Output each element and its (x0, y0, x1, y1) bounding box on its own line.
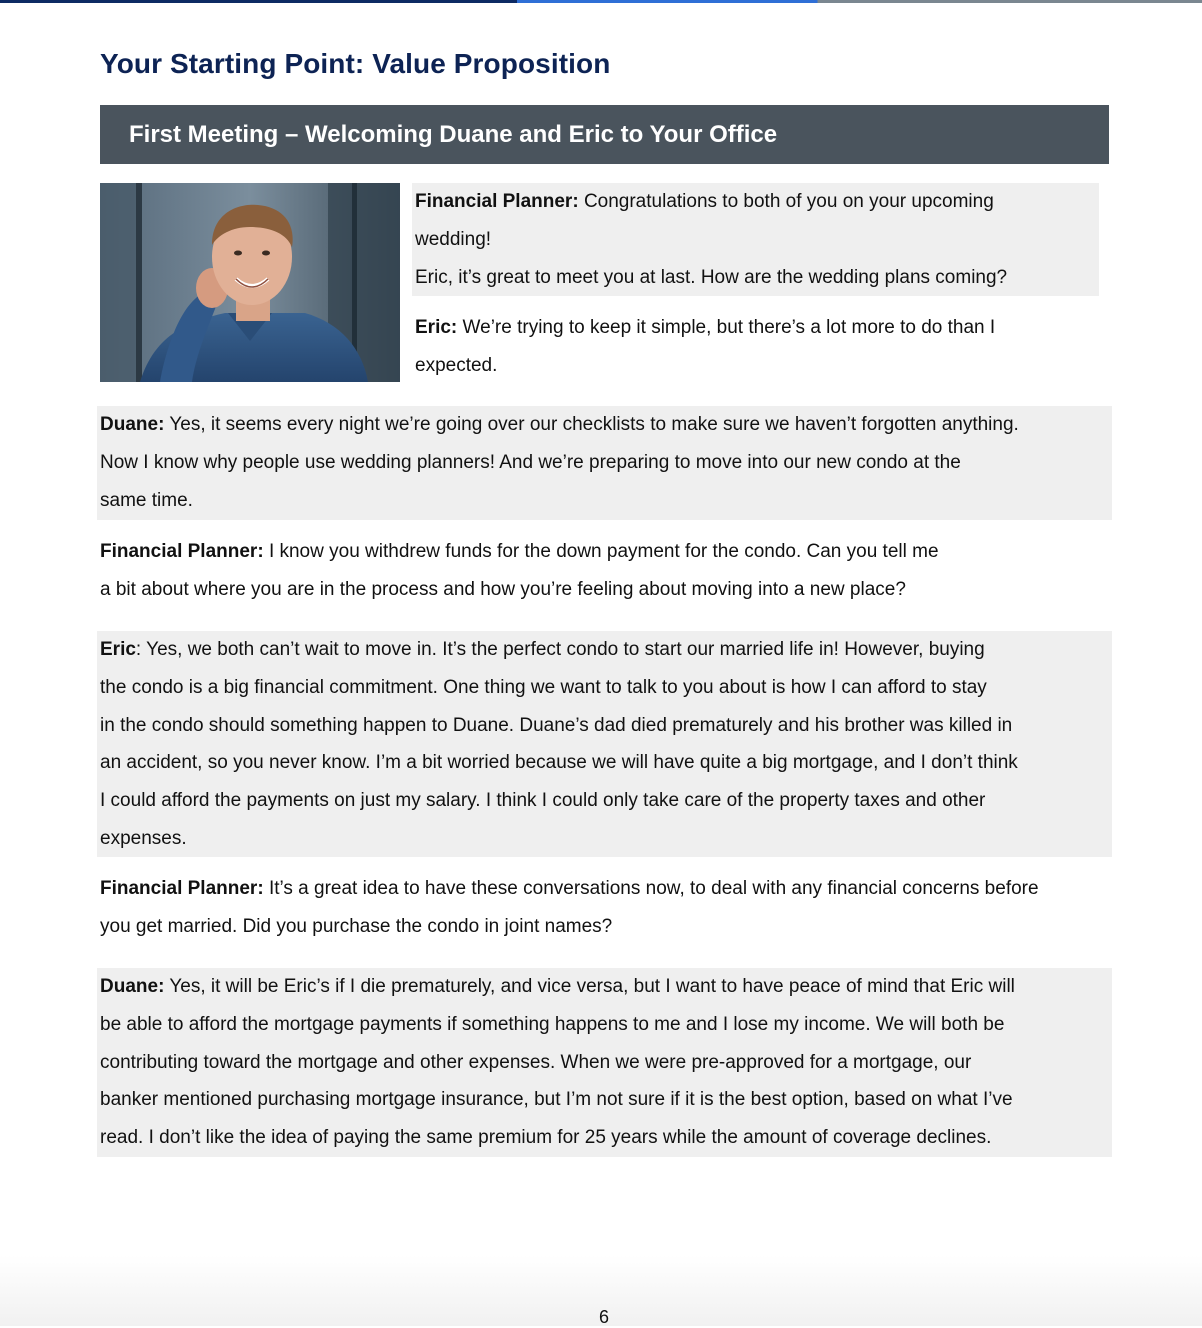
dialogue-line: We’re trying to keep it simple, but there’s a lot more to do than I (462, 317, 996, 338)
section-heading: First Meeting – Welcoming Duane and Eric to Your Office (129, 120, 778, 148)
dialogue-line: Yes, it will be Eric’s if I die prematurely, and vice versa, but I want to have peace of mind that Eric will (169, 976, 1015, 997)
portrait-photo (100, 183, 400, 382)
dialogue-line: wedding! (415, 228, 492, 250)
dialogue-line: expenses. (100, 827, 187, 849)
dialogue-planner-3 (97, 870, 1112, 946)
speaker-label: Financial Planner: (415, 191, 579, 212)
dialogue-planner-2 (97, 533, 1112, 609)
page-number: 6 (598, 1307, 609, 1327)
dialogue-eric-1 (412, 309, 1099, 385)
dialogue-line: a bit about where you are in the process and how you’re feeling about moving into a new place? (100, 578, 906, 600)
dialogue-line: expected. (415, 354, 498, 376)
dialogue-line: be able to afford the mortgage payments if something happens to me and I lose my income. We will both be (100, 1013, 1005, 1035)
dialogue-line: I know you withdrew funds for the down payment for the condo. Can you tell me (268, 541, 939, 562)
speaker-label: Duane: (100, 976, 165, 997)
speaker-label: Eric (100, 639, 136, 660)
dialogue-line: in the condo should something happen to Duane. Duane’s dad died prematurely and his brother was killed in (100, 714, 1013, 736)
dialogue-duane-2 (97, 968, 1112, 1157)
dialogue-planner-1 (412, 183, 1099, 296)
dialogue-line: Now I know why people use wedding planners! And we’re preparing to move into our new condo at the (100, 451, 961, 473)
dialogue-line: Congratulations to both of you on your upcoming (583, 191, 994, 212)
speaker-label: Duane: (100, 414, 165, 435)
speaker-label: Financial Planner: (100, 878, 264, 899)
dialogue-line: Yes, it seems every night we’re going over our checklists to make sure we haven’t forgotten anything. (169, 414, 1019, 435)
dialogue-line: same time. (100, 489, 193, 511)
dialogue-line: I could afford the payments on just my salary. I think I could only take care of the property taxes and other (100, 790, 986, 812)
speaker-label: Financial Planner: (100, 541, 264, 562)
dialogue-duane-1 (97, 406, 1112, 520)
dialogue-line: It’s a great idea to have these conversations now, to deal with any financial concerns before (268, 878, 1039, 899)
dialogue-line: you get married. Did you purchase the condo in joint names? (100, 915, 613, 937)
dialogue-line: banker mentioned purchasing mortgage insurance, but I’m not sure if it is the best option, based on what I’ve (100, 1089, 1013, 1111)
dialogue-line: the condo is a big financial commitment. One thing we want to talk to you about is how I can afford to stay (100, 676, 987, 698)
speaker-label: Eric: (415, 317, 458, 338)
dialogue-line: an accident, so you never know. I’m a bit worried because we will have quite a big mortgage, and I don’t think (100, 752, 1018, 774)
dialogue-line: read. I don’t like the idea of paying the same premium for 25 years while the amount of coverage declines. (100, 1127, 992, 1149)
dialogue-line: : Yes, we both can’t wait to move in. It’s the perfect condo to start our married life in! However, buying (135, 639, 985, 660)
dialogue-eric-2 (97, 631, 1112, 857)
section-banner (100, 105, 1109, 164)
dialogue-line: contributing toward the mortgage and other expenses. When we were pre-approved for a mortgage, our (100, 1051, 972, 1073)
page-title: Your Starting Point: Value Proposition (100, 48, 611, 79)
dialogue-line: Eric, it’s great to meet you at last. How are the wedding plans coming? (415, 266, 1008, 288)
top-color-rule (0, 0, 1202, 3)
